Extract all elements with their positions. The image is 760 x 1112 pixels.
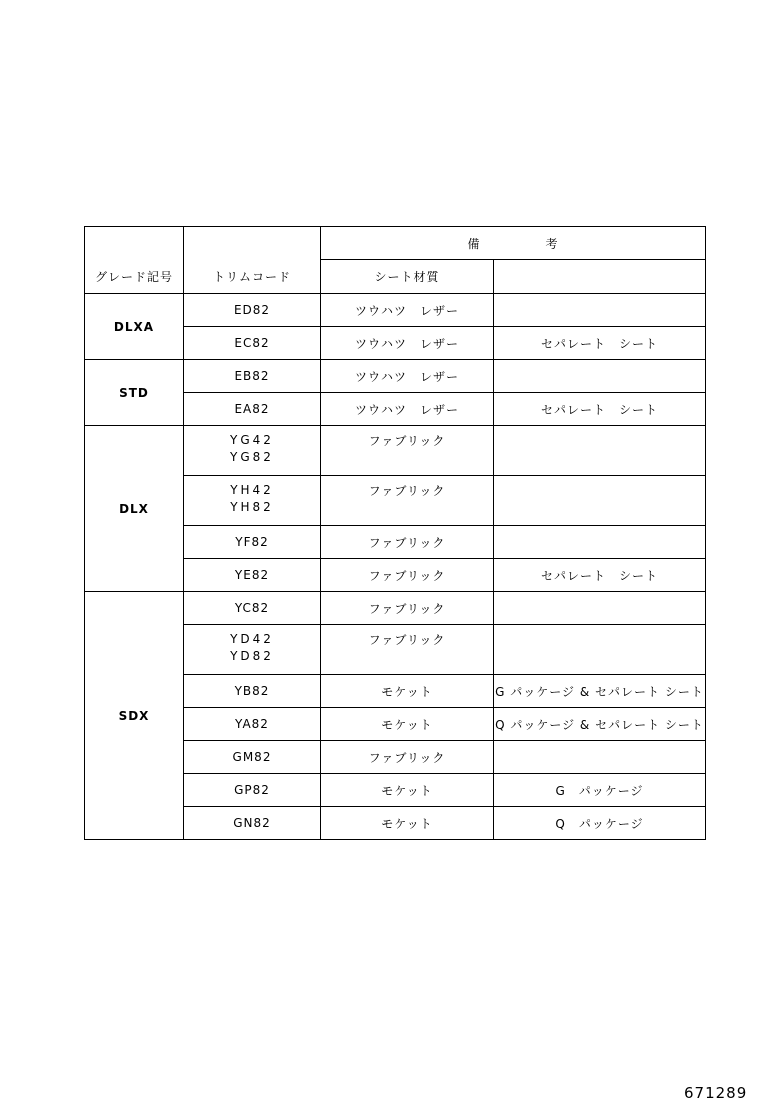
trim-code-cell: GP82 xyxy=(184,774,321,807)
trim-code: YD82 xyxy=(230,649,274,663)
seat-material-cell: ツウハツ レザー xyxy=(321,393,494,426)
remarks-cell: セパレート シート xyxy=(494,327,706,360)
grade-cell: DLX xyxy=(85,426,184,592)
seat-material-cell: ファブリック xyxy=(321,592,494,625)
trim-code-cell: YB82 xyxy=(184,675,321,708)
trim-code-cell: ED82 xyxy=(184,294,321,327)
trim-code-cell: EA82 xyxy=(184,393,321,426)
trim-code: YH42 xyxy=(230,483,274,497)
seat-material-cell: ファブリック xyxy=(321,526,494,559)
trim-code-cell: EB82 xyxy=(184,360,321,393)
page-id: 671289 xyxy=(684,1084,748,1102)
remarks-cell xyxy=(494,360,706,393)
seat-material-cell: ツウハツ レザー xyxy=(321,360,494,393)
table-row xyxy=(85,426,706,476)
trim-code-cell xyxy=(184,625,321,675)
trim-code-cell xyxy=(184,426,321,476)
seat-material-cell: ファブリック xyxy=(321,741,494,774)
seat-material-cell: ファブリック xyxy=(321,426,494,476)
seat-material-cell: モケット xyxy=(321,807,494,840)
trim-code: YG42 xyxy=(230,433,274,447)
seat-material-cell: ファブリック xyxy=(321,476,494,526)
seat-material-cell: モケット xyxy=(321,708,494,741)
remarks-cell xyxy=(494,741,706,774)
remarks-cell: セパレート シート xyxy=(494,559,706,592)
grade-cell: STD xyxy=(85,360,184,426)
remarks-cell: G パッケージ & セパレート シート xyxy=(494,675,706,708)
seat-material-cell: ツウハツ レザー xyxy=(321,327,494,360)
trim-code-cell xyxy=(184,476,321,526)
remarks-cell xyxy=(494,526,706,559)
table-row xyxy=(85,360,706,393)
trim-code-cell: YC82 xyxy=(184,592,321,625)
header-blank xyxy=(494,260,706,294)
table-body xyxy=(85,227,706,840)
header-grade: グレード記号 xyxy=(85,227,184,294)
seat-material-cell: ファブリック xyxy=(321,625,494,675)
remarks-cell: Q パッケージ xyxy=(494,807,706,840)
remarks-cell xyxy=(494,426,706,476)
remarks-cell: G パッケージ xyxy=(494,774,706,807)
seat-material-cell: ツウハツ レザー xyxy=(321,294,494,327)
grade-cell: DLXA xyxy=(85,294,184,360)
remarks-cell xyxy=(494,294,706,327)
header-seat-material: シート材質 xyxy=(321,260,494,294)
trim-code: YG82 xyxy=(230,450,274,464)
trim-code-cell: YE82 xyxy=(184,559,321,592)
header-remarks: 備 考 xyxy=(321,227,706,260)
trim-code-cell: GN82 xyxy=(184,807,321,840)
trim-code-cell: EC82 xyxy=(184,327,321,360)
table-row xyxy=(85,294,706,327)
remarks-cell xyxy=(494,625,706,675)
seat-material-cell: ファブリック xyxy=(321,559,494,592)
seat-material-cell: モケット xyxy=(321,774,494,807)
remarks-cell: セパレート シート xyxy=(494,393,706,426)
trim-code-cell: YF82 xyxy=(184,526,321,559)
trim-code: YD42 xyxy=(230,632,274,646)
remarks-cell xyxy=(494,476,706,526)
remarks-cell xyxy=(494,592,706,625)
seat-material-cell: モケット xyxy=(321,675,494,708)
table-row xyxy=(85,592,706,625)
header-row-top xyxy=(85,227,706,260)
grade-cell: SDX xyxy=(85,592,184,840)
trim-code: YH82 xyxy=(230,500,274,514)
trim-code-table xyxy=(84,226,706,840)
trim-code-cell: YA82 xyxy=(184,708,321,741)
remarks-cell: Q パッケージ & セパレート シート xyxy=(494,708,706,741)
trim-code-cell: GM82 xyxy=(184,741,321,774)
header-trim-code: トリムコード xyxy=(184,227,321,294)
